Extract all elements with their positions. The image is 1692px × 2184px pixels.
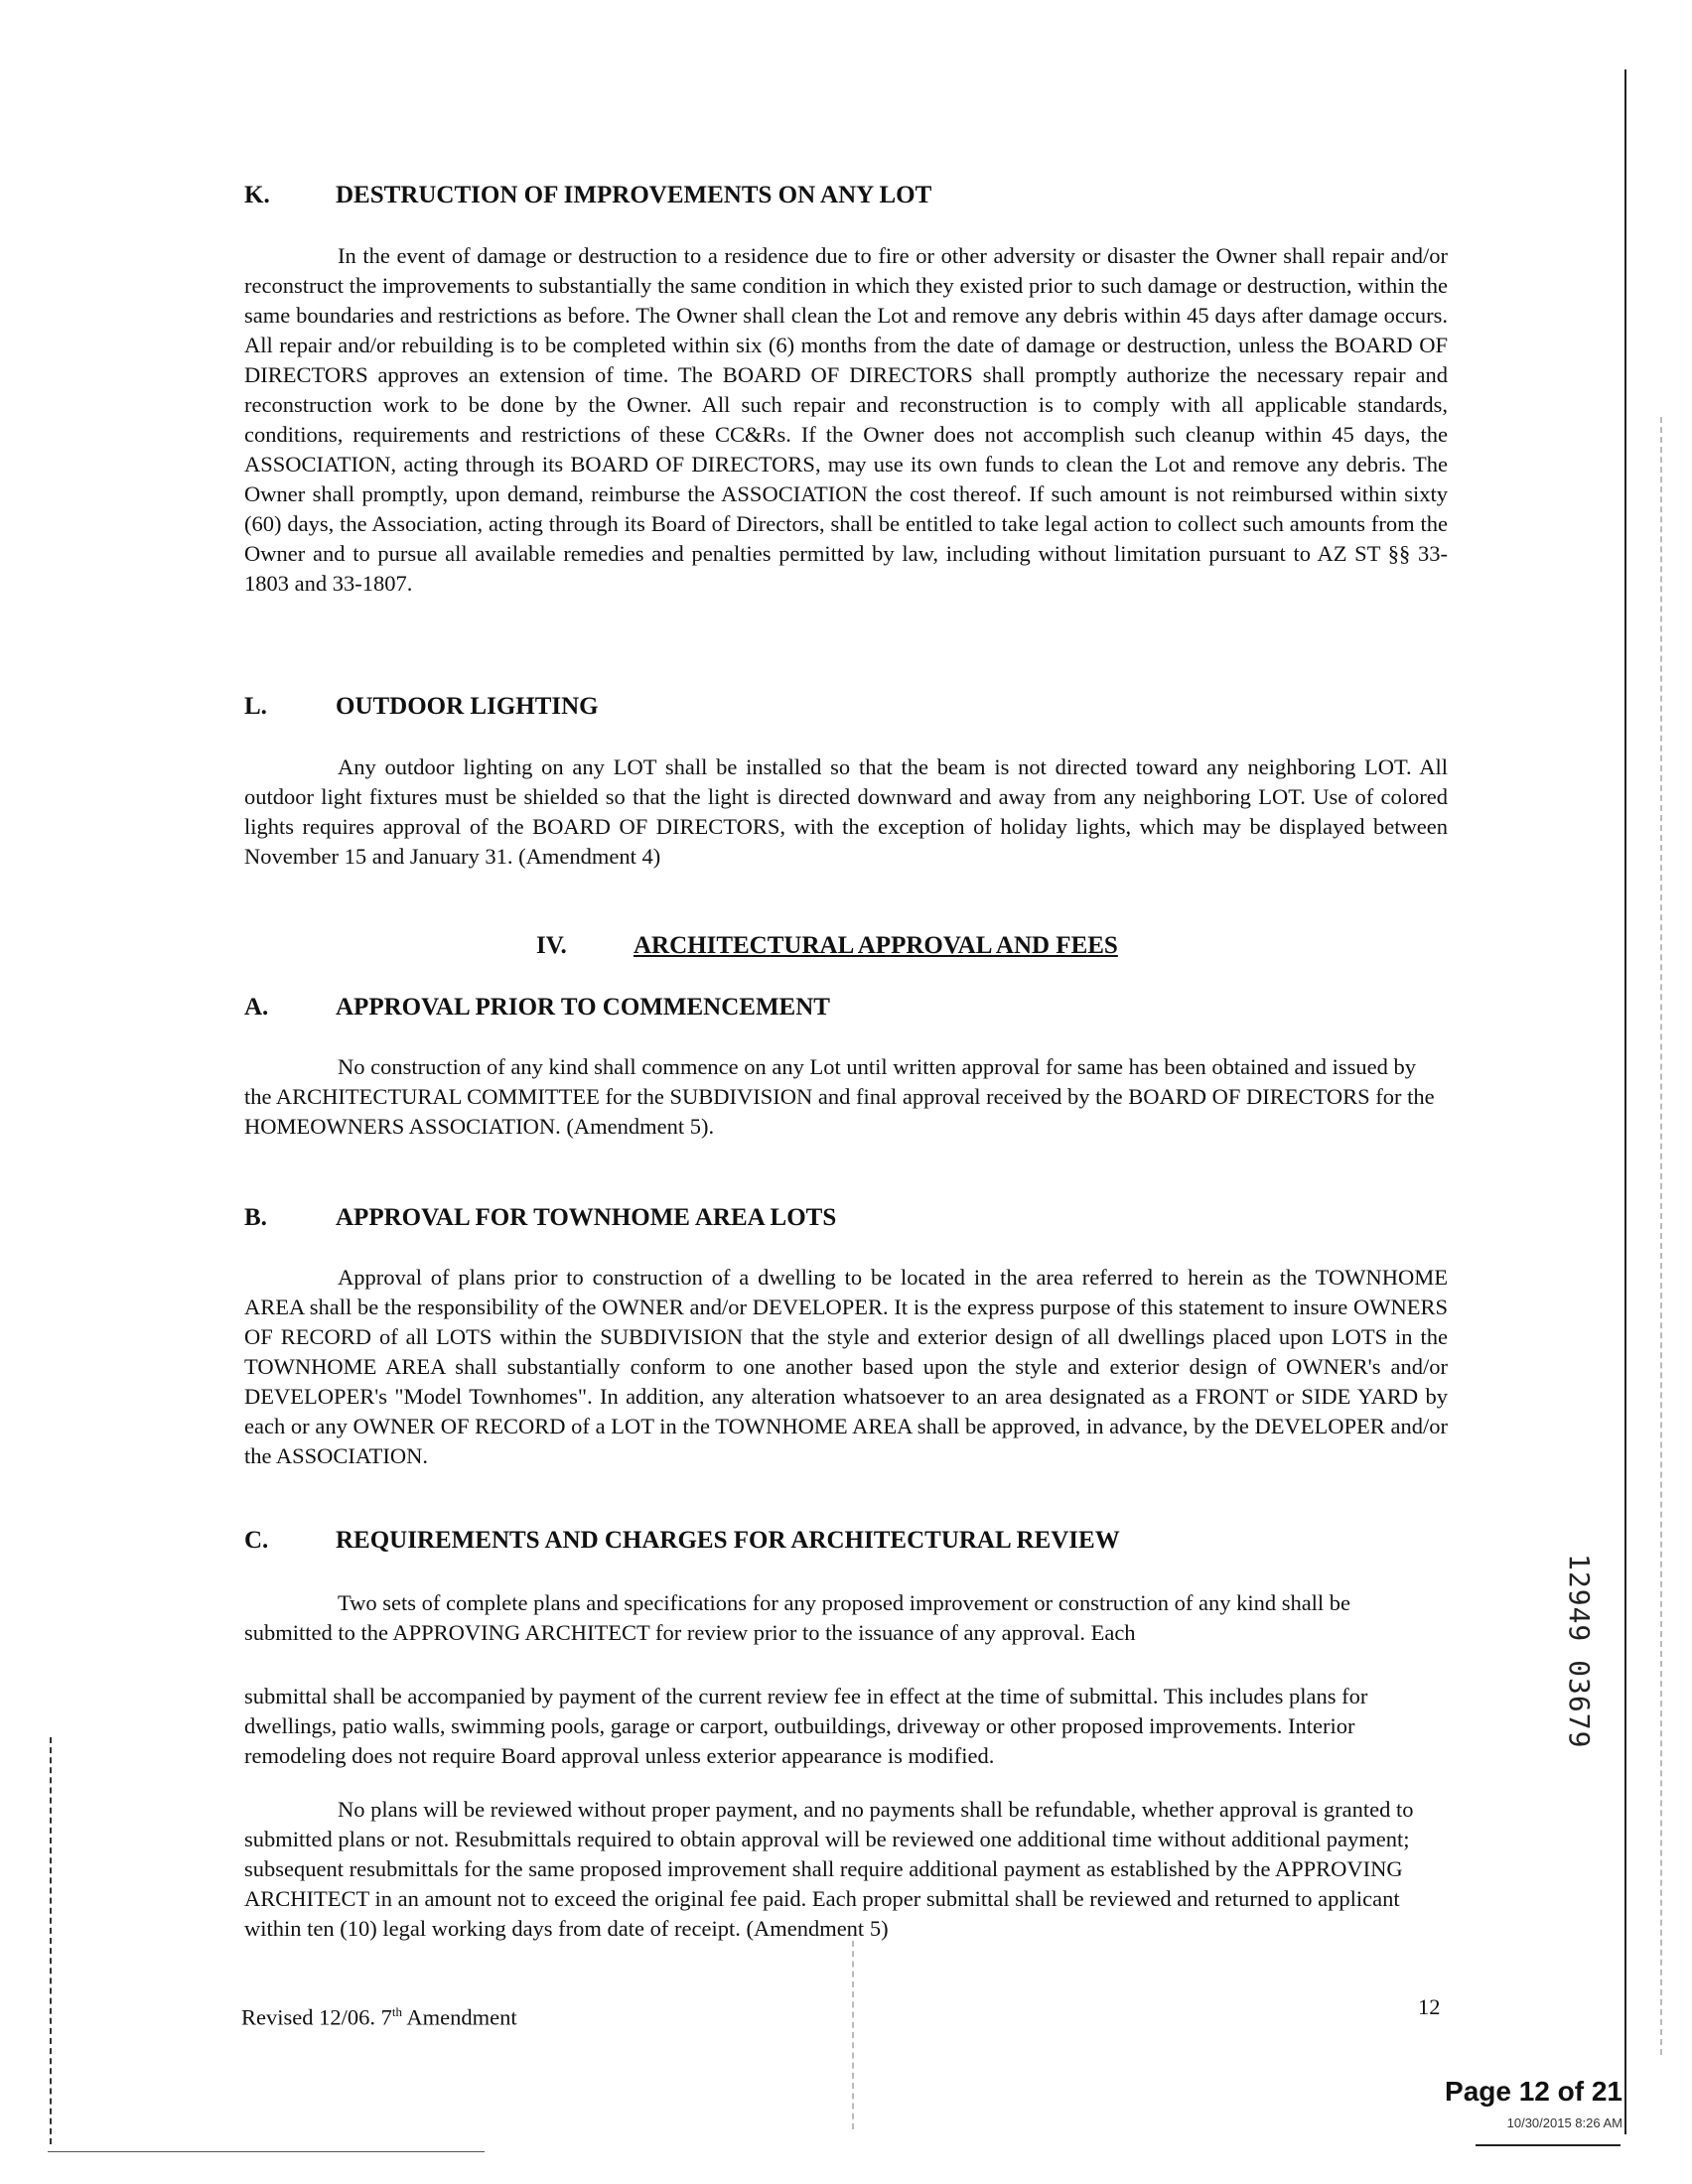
timestamp: 10/30/2015 8:26 AM [1506,2116,1622,2130]
section-title: APPROVAL PRIOR TO COMMENCEMENT [336,994,830,1021]
section-l-heading [244,692,1448,722]
section-b-body: Approval of plans prior to construction of a dwelling to be located in the area referred to herein as the TOWNHOME AREA shall be the responsibility of the OWNER and/or DEVELOPER. It is the express purpose of this statement to insure OWNERS OF RECORD of all LOTS within the SUBDIVISION that the style and exterior design of all dwellings placed upon LOTS in the TOWNHOME AREA shall substantially conform to one another based upon the style and exterior design of OWNER's and/or DEVELOPER's "Model Townhomes". In addition, any alteration whatsoever to an area designated as a FRONT or SIDE YARD by each or any OWNER OF RECORD of a LOT in the TOWNHOME AREA shall be approved, in advance, by the DEVELOPER and/or the ASSOCIATION. [244,1265,1448,1468]
article-title: ARCHITECTURAL APPROVAL AND FEES [634,932,1118,959]
recording-number: 12949 03679 [1563,1554,1596,1749]
section-letter: B. [244,1204,267,1231]
revision-prefix: Revised 12/06. 7 [241,2004,392,2030]
section-c-body-1: Two sets of complete plans and specifications for any proposed improvement or construction of any kind shall be submitted to the APPROVING ARCHITECT for review prior to the issuance of any approval. Each [244,1590,1351,1645]
section-title: DESTRUCTION OF IMPROVEMENTS ON ANY LOT [336,182,932,208]
right-margin-dash [1660,417,1662,2055]
section-title: APPROVAL FOR TOWNHOME AREA LOTS [336,1204,837,1231]
section-l-body: Any outdoor lighting on any LOT shall be installed so that the beam is not directed toward any neighboring LOT. All outdoor light fixtures must be shielded so that the light is directed downward and away from any neighboring LOT. Use of colored lights requires approval of the BOARD OF DIRECTORS, with the exception of holiday lights, which may be displayed between November 15 and January 31. (Amendment 4) [244,754,1448,869]
section-title: OUTDOOR LIGHTING [336,693,599,720]
section-k-body: In the event of damage or destruction to a residence due to fire or other adversity or disaster the Owner shall repair and/or reconstruct the improvements to substantially the same condition in which they existed prior to such damage or destruction, within the same boundaries and restrictions as before. The Owner shall clean the Lot and remove any debris within 45 days after damage occurs. All repair and/or rebuilding is to be completed within six (6) months from the date of damage or destruction, unless the BOARD OF DIRECTORS approves an extension of time. The BOARD OF DIRECTORS shall promptly authorize the necessary repair and reconstruction work to be done by the Owner. All such repair and reconstruction is to comply with all applicable standards, conditions, requirements and restrictions of these CC&Rs. If the Owner does not accomplish such cleanup within 45 days, the ASSOCIATION, acting through its BOARD OF DIRECTORS, may use its own funds to clean the Lot and remove any debris. The Owner shall promptly, upon demand, reimburse the ASSOCIATION the cost thereof. If such amount is not reimbursed within sixty (60) days, the Association, acting through its Board of Directors, shall be entitled to take legal action to collect such amounts from the Owner and to pursue all available remedies and penalties permitted by law, including without limitation pursuant to AZ ST §§ 33-1803 and 33-1807. [244,243,1448,596]
article-heading [536,931,1118,961]
section-letter: K. [244,182,270,208]
page-number: 12 [1418,1994,1441,2019]
right-edge-line [1624,69,1626,2134]
section-c-body-2: submittal shall be accompanied by payment of the current review fee in effect at the time of submittal. This includes plans for dwellings, patio walls, swimming pools, garage or carport, outbuildings, driveway or other proposed improvements. Interior remodeling does not require Board approval unless exterior appearance is modified. [244,1684,1368,1768]
section-c-heading [244,1526,1448,1556]
center-fold-dash [852,1941,854,2129]
section-title: REQUIREMENTS AND CHARGES FOR ARCHITECTURAL REVIEW [336,1527,1120,1554]
article-number: IV. [536,932,567,959]
section-letter: C. [244,1527,269,1554]
section-c-body-3: No plans will be reviewed without proper payment, and no payments shall be refundable, whether approval is granted to submitted plans or not. Resubmittals required to obtain approval will be reviewed one additional time without additional payment; subsequent resubmittals for the same proposed improvement shall require additional payment as established by the APPROVING ARCHITECT in an amount not to exceed the original fee paid. Each proper submittal shall be reviewed and returned to applicant within ten (10) legal working days from date of receipt. (Amendment 5) [244,1797,1414,1941]
section-letter: L. [244,693,267,720]
revision-suffix: Amendment [402,2004,517,2030]
section-a-body: No construction of any kind shall commence on any Lot until written approval for same has been obtained and issued by the ARCHITECTURAL COMMITTEE for the SUBDIVISION and final approval received by the BOARD OF DIRECTORS for the HOMEOWNERS ASSOCIATION. (Amendment 5). [244,1054,1435,1139]
section-letter: A. [244,994,269,1021]
section-b-heading [244,1203,1448,1233]
revision-superscript: th [391,2004,402,2019]
bottom-edge-line-right [1476,2144,1621,2146]
page-of-label: Page 12 of 21 [1445,2076,1622,2107]
section-a-heading [244,993,1448,1023]
bottom-edge-line-left [48,2151,485,2152]
left-edge-dash [50,1737,52,2144]
section-k-heading [244,181,1448,210]
revision-note [241,1998,517,2032]
